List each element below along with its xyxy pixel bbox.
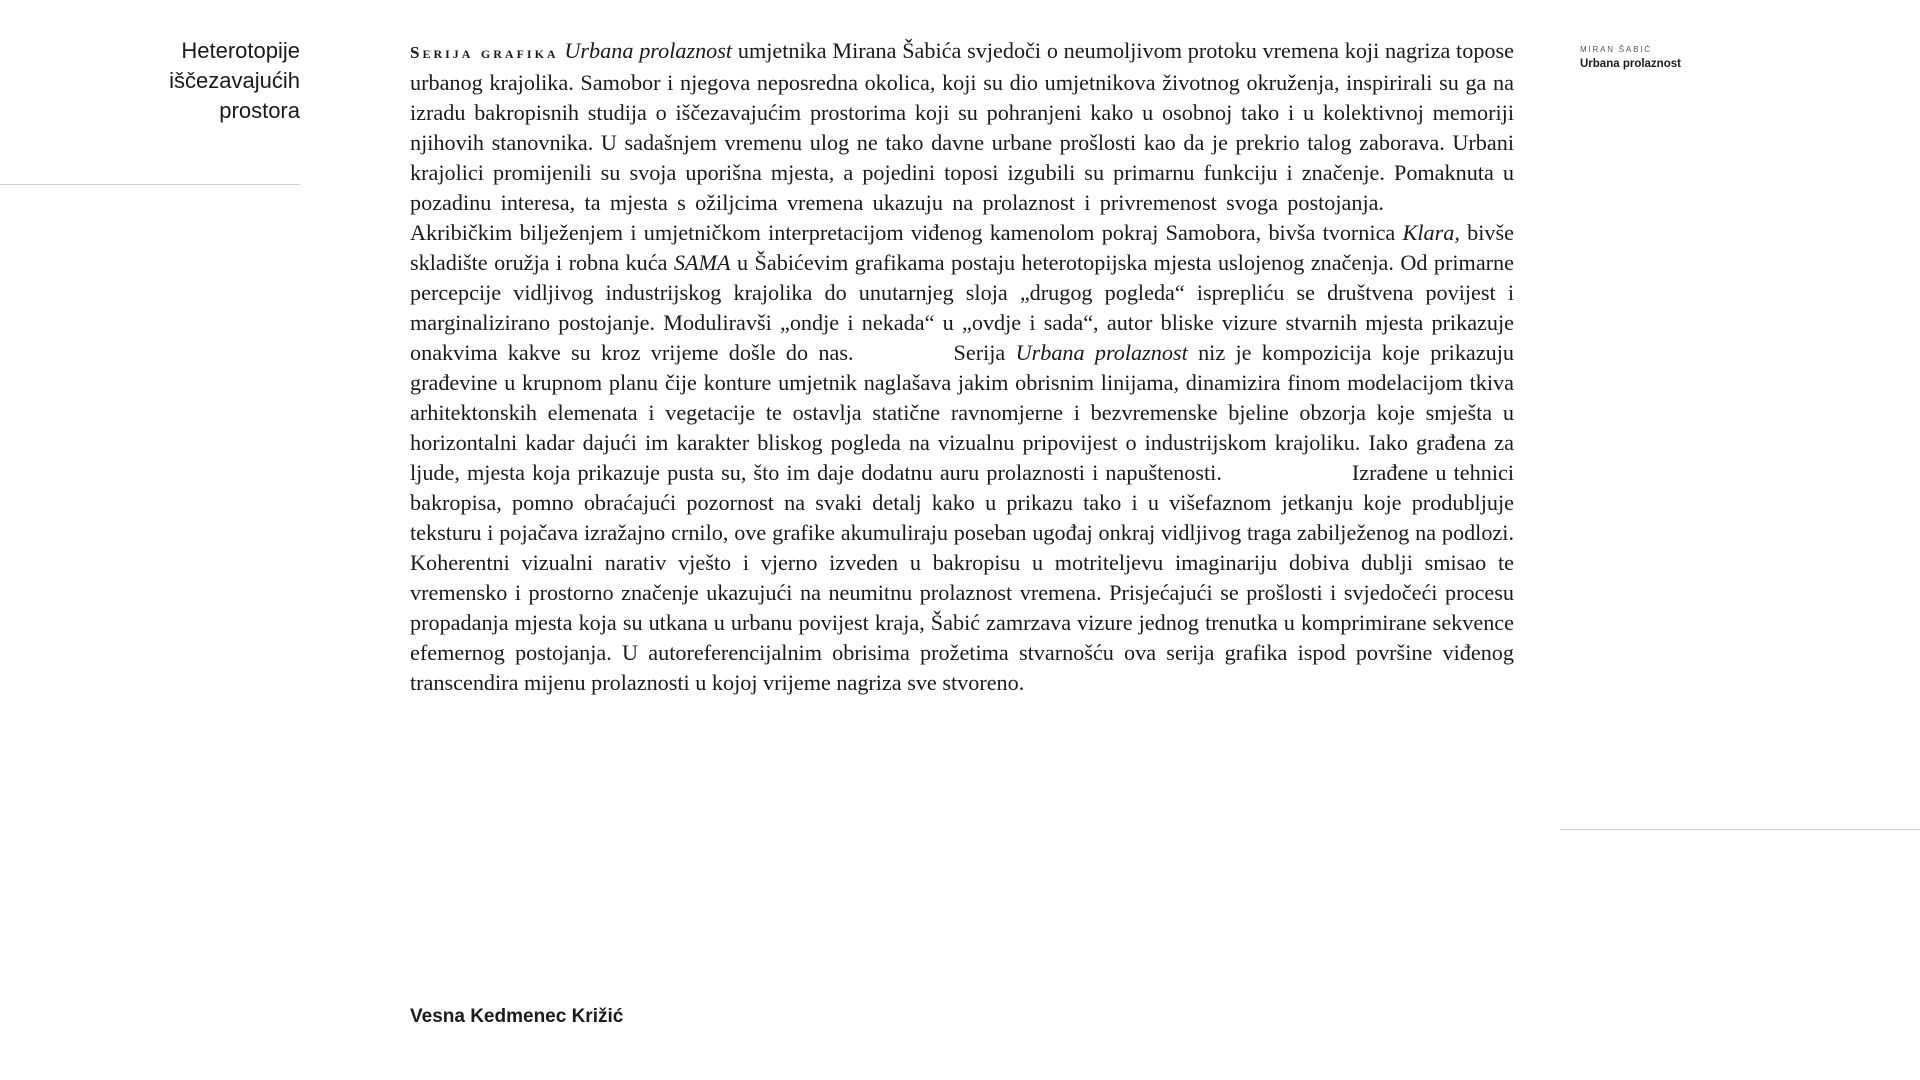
right-divider bbox=[1560, 829, 1920, 830]
text-run: Akribičkim bilježenjem i umjetničkom interpretacijom viđenog kamenolom pokraj Samobora, bivša tvornica bbox=[410, 220, 1403, 245]
article-paragraph bbox=[410, 36, 1514, 698]
section-title-line-3: prostora bbox=[219, 98, 300, 123]
text-run: umjetnika Mirana Šabića svjedoči o neumoljivom protoku vremena koji nagriza topose urbanog krajolika. Samobor i njegova neposredna okolica, koji su dio umjetnikova životnog okruženja, inspirirali su ga na izradu bakropisnih studija o iščezavajućim prostorima koji su pohranjeni kako u osobnoj tako i u kolektivnoj memoriji njihovih stanovnika. U sadašnjem vremenu ulog ne tako davne urbane prošlosti kao da je prekrio talog zaborava. Urbani krajolici promijenili su svoja uporišna mjesta, a pojedini toposi izgubili su primarnu funkciju i značenje. Pomaknuta u pozadinu interesa, ta mjesta s ožiljcima vremena ukazuju na prolaznost i privremenost svoga postojanja. bbox=[410, 38, 1514, 215]
place-name-sama: SAMA bbox=[673, 250, 731, 275]
sidebar-work-title: Urbana prolaznost bbox=[1580, 58, 1681, 70]
author-byline: Vesna Kedmenec Križić bbox=[410, 1006, 624, 1027]
article-body bbox=[410, 36, 1514, 698]
work-title: Urbana prolaznost bbox=[1015, 340, 1188, 365]
section-title-line-1: Heterotopije bbox=[181, 38, 300, 63]
text-run: u Šabićevim grafikama postaju heterotopijska mjesta uslojenog značenja. Od primarne percepcije vidljivog industrijskog krajolika do unutarnjeg sloja „drugog pogleda“ isprepliću se društvena povijest i marginalizirano postojanje. Moduliravši „ondje i nekada“ u „ovdje i sada“, autor bliske vizure stvarnih mjesta prikazuje onakvima kakve su kroz vrijeme došle do nas. bbox=[410, 250, 1514, 365]
sidebar-meta bbox=[1580, 44, 1681, 72]
sidebar-author: MIRAN ŠABIĆ bbox=[1580, 45, 1652, 54]
text-run: Serija bbox=[953, 340, 1016, 365]
lead-caps: Serija grafika bbox=[410, 43, 559, 62]
text-run: Izrađene u tehnici bakropisa, pomno obraćajući pozornost na svaki detalj kako u prikazu tako i u višefaznom jetkanju koje produbljuje teksturu i pojačava izražajno crnilo, ove grafike akumuliraju poseban ugođaj onkraj vidljivog traga zabilježenog na podlozi. Koherentni vizualni narativ vješto i vjerno izveden u bakropisu u motriteljevu imaginariju dobiva dublji smisao te vremensko i prostorno značenje ukazujući na neumitnu prolaznost vremena. Prisjećajući se prošlosti i svjedočeći procesu propadanja mjesta koja su utkana u urbanu povijest kraja, Šabić zamrzava vizure jednog trenutka u komprimirane sekvence efemernog postojanja. U autoreferencijalnim obrisima prožetima stvarnošću ova serija grafika ispod površine viđenog transcendira mijenu prolaznosti u kojoj vrijeme nagriza sve stvoreno. bbox=[410, 460, 1514, 695]
text-run: bivše skladište oružja i robna kuća bbox=[410, 220, 1514, 275]
section-title bbox=[0, 36, 300, 126]
place-name-klara: Klara, bbox=[1402, 220, 1460, 245]
work-title: Urbana prolaznost bbox=[564, 38, 733, 63]
section-title-line-2: iščezavajućih bbox=[169, 68, 300, 93]
text-run: niz je kompozicija koje prikazuju građevine u krupnom planu čije konture umjetnik naglašava jakim obrisnim linijama, dinamizira finom modelacijom tkiva arhitektonskih elemenata i vegetacije te ostavlja statične ravnomjerne i bezvremenske bjeline obzorja koje smješta u horizontalni kadar dajući im karakter bliskog pogleda na vizualnu pripovijest o industrijskom krajoliku. Iako građena za ljude, mjesta koja prikazuje pusta su, što im daje dodatnu auru prolaznosti i napuštenosti. bbox=[410, 340, 1514, 485]
left-divider bbox=[0, 184, 300, 185]
